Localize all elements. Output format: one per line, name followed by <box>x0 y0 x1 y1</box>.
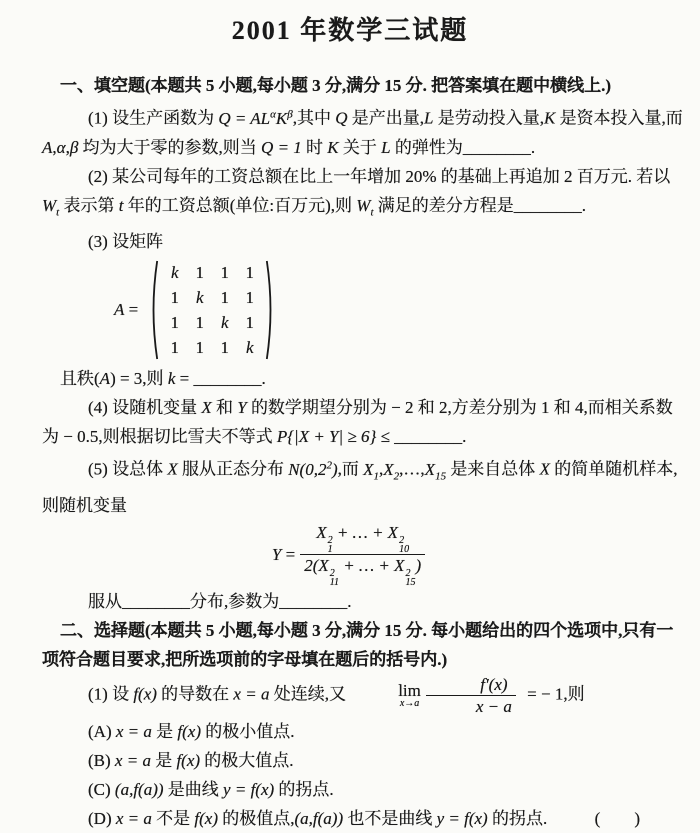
q5-formula <box>42 522 660 587</box>
matrix-grid <box>159 260 265 360</box>
matrix-cell: 1 <box>245 262 254 282</box>
matrix-cell: k <box>170 262 179 282</box>
choice-option-b: (B) x = a 是 f(x) 的极大值点. <box>88 751 294 771</box>
choice-section-heading: 二、选择题(本题共 5 小题,每小题 3 分,满分 15 分. 每小题给出的四个选项中,只有一项符合题目要求,把所选项前的字母填在题后的括号内.) <box>42 621 674 670</box>
limit-word: lim <box>398 680 421 700</box>
fill-in-q3-intro: (3) 设矩阵 <box>88 232 164 252</box>
fraction-denominator: x − a <box>426 695 516 717</box>
fraction-numerator: f′(x) <box>480 675 508 695</box>
choice-option-a: (A) x = a 是 f(x) 的极小值点. <box>88 722 295 742</box>
fill-in-q3-rank: 且秩(A) = 3,则 k = ________. <box>60 369 266 389</box>
matrix-cell: 1 <box>170 287 179 307</box>
matrix-cell: 1 <box>220 262 229 282</box>
matrix-right-paren-icon <box>265 259 276 361</box>
matrix-cell: 1 <box>170 312 179 332</box>
matrix-cell: 1 <box>195 312 204 332</box>
matrix-cell: k <box>220 312 229 332</box>
choice-option-c: (C) (a,f(a)) 是曲线 y = f(x) 的拐点. <box>88 780 334 800</box>
formula-lhs: Y = <box>271 544 296 564</box>
limit-block <box>352 674 521 717</box>
fill-in-q1: (1) 设生产函数为 $Q = AL^\alpha K^\beta$,其中 Q 是产出量,L 是劳动投入量,K 是资本投入量,而 A,α,β 均为大于零的参数,则当 Q = 1 时 K 关于 L 的弹性为________. <box>42 108 683 157</box>
answer-brackets: ( ) <box>594 809 640 829</box>
fill-in-q5-intro: (5) 设总体 X 服从正态分布 $N(0,2^2)$,而 $X_1,X_2,\dots,X_{15}$ 是来自总体 X 的简单随机样本,则随机变量 <box>42 459 678 516</box>
limit-operator <box>352 680 421 709</box>
matrix-display <box>114 258 686 362</box>
fraction <box>300 522 425 587</box>
matrix-cell: 1 <box>195 337 204 357</box>
fill-in-q5-tail: 服从________分布,参数为________. <box>88 592 352 612</box>
matrix-cell: k <box>195 287 204 307</box>
matrix-cell: 1 <box>170 337 179 357</box>
matrix-cell: 1 <box>220 287 229 307</box>
fraction-denominator: 2(X 2 11 + … + X 2 15 ) <box>300 554 425 587</box>
fill-in-section-heading: 一、填空题(本题共 5 小题,每小题 3 分,满分 15 分. 把答案填在题中横线上.) <box>60 76 612 95</box>
stem-after: = − 1,则 <box>527 684 585 704</box>
matrix-left-paren-icon <box>148 259 159 361</box>
matrix-cell: 1 <box>195 262 204 282</box>
matrix-cell: 1 <box>245 312 254 332</box>
choice-option-d <box>42 804 686 833</box>
page-title: 2001 年数学三试题 <box>231 16 469 45</box>
option-d-text: (D) x = a 不是 f(x) 的极值点,(a,f(a)) 也不是曲线 y = f(x) 的拐点. <box>88 809 548 829</box>
limit-subscript: x→a <box>399 697 420 709</box>
fraction <box>426 674 516 717</box>
fraction-numerator: X 2 1 + … + X 2 10 <box>316 523 410 556</box>
matrix-cell: 1 <box>220 337 229 357</box>
stem-before: (1) 设 f(x) 的导数在 x = a 处连续,又 <box>88 684 346 704</box>
fill-in-q4: (4) 设随机变量 X 和 Y 的数学期望分别为 − 2 和 2,方差分别为 1 和 4,而相关系数为 − 0.5,则根据切比雪夫不等式 P{|X + Y| ≥ 6} ≤ ________. <box>42 398 673 447</box>
matrix-label: A = <box>114 300 139 320</box>
fill-in-q2: (2) 某公司每年的工资总额在比上一年增加 20% 的基础上再追加 2 百万元. 若以 $W_t$ 表示第 t 年的工资总额(单位:百万元),则 $W_t$ 满足的差分方程是________. <box>42 166 671 219</box>
matrix-cell: 1 <box>245 287 254 307</box>
choice-q1-stem <box>42 674 686 717</box>
matrix-cell: k <box>245 337 254 357</box>
